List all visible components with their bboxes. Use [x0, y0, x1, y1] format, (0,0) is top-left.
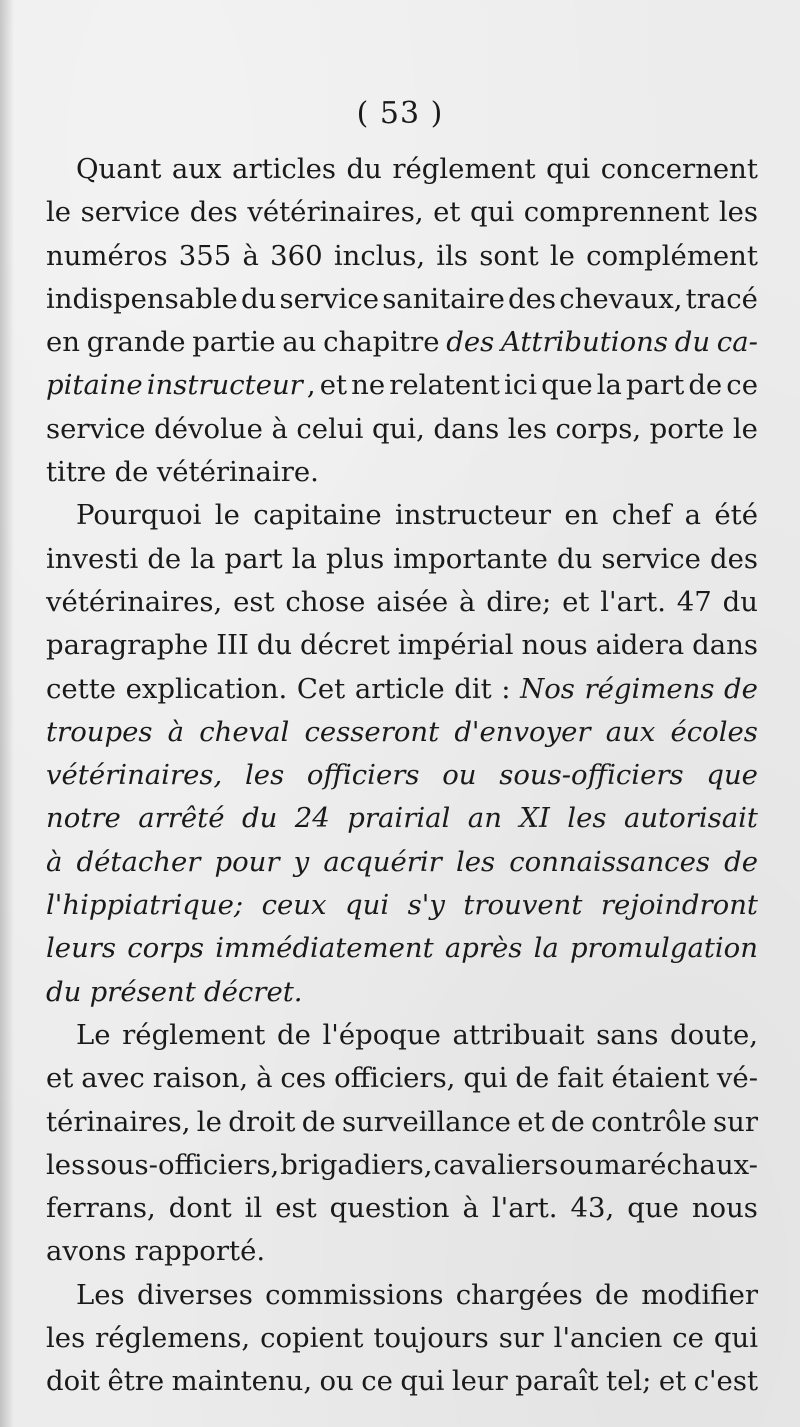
word: modifier: [641, 1278, 758, 1311]
word: du: [557, 542, 593, 575]
word: y: [293, 845, 310, 878]
word: il: [244, 1192, 263, 1225]
text-line: [46, 364, 758, 407]
word: à: [271, 412, 288, 445]
word: service: [279, 282, 380, 315]
word: la: [596, 369, 622, 402]
word: étaient: [611, 1062, 709, 1095]
word: fait: [557, 1062, 604, 1095]
word: ce: [361, 1365, 393, 1398]
word: ce: [726, 369, 758, 402]
text-line: [46, 278, 758, 321]
word: réglement: [392, 153, 536, 185]
text-line: [46, 235, 758, 278]
word: des: [189, 196, 238, 229]
word: les: [507, 412, 547, 445]
word: ces: [280, 1062, 327, 1095]
word: avons: [46, 1235, 127, 1268]
word: immédiatement: [215, 932, 434, 965]
word: les: [718, 196, 758, 229]
word: corps,: [555, 412, 642, 445]
word: des: [709, 542, 758, 575]
word: être: [107, 1365, 165, 1398]
word: térinaires,: [46, 1105, 191, 1138]
word: concernent: [600, 153, 758, 185]
word: aisée: [376, 585, 449, 618]
word: tracé: [685, 282, 758, 315]
word: paraît: [515, 1365, 599, 1398]
word: Quant: [76, 153, 162, 185]
word: pitaine: [46, 369, 143, 402]
word: officiers: [306, 759, 420, 792]
word: l'art.: [491, 1192, 558, 1225]
word: de: [301, 1105, 336, 1138]
word: 355: [178, 239, 232, 272]
text-line: [46, 841, 758, 884]
word: copient: [260, 1322, 364, 1355]
word: Cet: [296, 672, 346, 705]
word: attribuait: [452, 1018, 585, 1051]
word: les: [46, 1148, 86, 1181]
text-line: [46, 581, 758, 624]
word: vétérinaires,: [46, 759, 223, 792]
word: qui: [400, 1365, 445, 1398]
word: 43,: [570, 1192, 615, 1225]
word: de: [550, 1105, 585, 1138]
word: :: [501, 672, 511, 705]
word: trouvent: [463, 889, 583, 922]
word: la: [291, 542, 317, 575]
word: pour: [214, 845, 280, 878]
word: qui: [345, 889, 390, 922]
word: à: [458, 585, 476, 618]
word: de: [114, 456, 149, 489]
word: sont: [479, 239, 539, 272]
word: détacher: [76, 845, 201, 878]
word: qui,: [371, 412, 425, 445]
word: partie: [192, 326, 276, 359]
word: de: [147, 542, 182, 575]
text-line: [46, 797, 758, 840]
word: autorisait: [623, 802, 758, 835]
word: service: [46, 412, 146, 445]
body-text: [46, 148, 758, 1404]
text-line: [46, 538, 758, 581]
word: dans: [692, 629, 758, 662]
word: corps: [127, 932, 205, 965]
word: de: [724, 672, 758, 705]
word: surveillance: [341, 1105, 511, 1138]
word: les: [455, 845, 496, 878]
word: sur: [498, 1322, 544, 1355]
word: prairial: [347, 802, 451, 835]
word: décret: [300, 629, 390, 662]
word: été: [714, 499, 758, 532]
word: à: [242, 239, 259, 272]
text-line: [46, 1101, 758, 1144]
word: ca-: [716, 326, 758, 359]
word: le: [732, 412, 758, 445]
word: commissions: [265, 1278, 444, 1311]
word: cette: [46, 672, 117, 705]
word: nous: [691, 1192, 758, 1225]
word: ou: [442, 759, 477, 792]
word: avec: [81, 1062, 145, 1095]
word: qui: [713, 1322, 758, 1355]
word: leur: [451, 1365, 508, 1398]
word: 47: [676, 585, 712, 618]
word: celui: [296, 412, 364, 445]
word: qui: [546, 153, 591, 185]
word: des: [508, 282, 557, 315]
word: en: [564, 499, 599, 532]
word: nous: [521, 629, 588, 662]
word: ceux: [261, 889, 327, 922]
word: est: [275, 1192, 317, 1225]
word: importante: [393, 542, 548, 575]
word: dévolue: [154, 412, 263, 445]
word: titre: [46, 456, 107, 489]
word: ou: [559, 1148, 594, 1181]
word: vé-: [716, 1062, 758, 1095]
word: toujours: [373, 1322, 489, 1355]
word: service: [601, 542, 701, 575]
word: sous-officiers: [499, 759, 684, 792]
text-line: [46, 191, 758, 234]
word: sans: [596, 1018, 659, 1051]
word: du: [241, 802, 278, 835]
word: chargées: [455, 1278, 583, 1311]
word: que: [706, 759, 758, 792]
word: les: [46, 1322, 86, 1355]
word: arrêté: [138, 802, 225, 835]
word: les: [567, 802, 607, 835]
word: dans: [433, 412, 500, 445]
word: acquérir: [323, 845, 442, 878]
word: vétérinaires,: [247, 196, 424, 229]
word: cheval: [199, 715, 290, 748]
word: ce: [672, 1322, 704, 1355]
word: du: [722, 585, 758, 618]
word: doute,: [670, 1018, 758, 1051]
word: 360: [270, 239, 323, 272]
text-line: [46, 408, 758, 451]
word: en: [46, 326, 80, 359]
word: ici: [504, 369, 538, 402]
word: du: [240, 282, 277, 315]
word: l'hippiatrique;: [46, 889, 244, 922]
text-line: [46, 668, 758, 711]
word: s'y: [407, 889, 445, 922]
word: le: [214, 499, 240, 532]
word: notre: [46, 802, 121, 835]
word: à: [256, 1062, 273, 1095]
word: décret.: [204, 975, 303, 1008]
word: l'époque: [322, 1018, 441, 1051]
text-line: [46, 494, 758, 537]
word: service: [80, 196, 181, 229]
word: à: [167, 715, 185, 748]
word: droit: [228, 1105, 296, 1138]
word: ils: [436, 239, 468, 272]
word: sanitaire: [382, 282, 505, 315]
word: contrôle: [591, 1105, 707, 1138]
word: et: [562, 585, 590, 618]
word: doit: [46, 1365, 101, 1398]
word: et: [433, 196, 461, 229]
text-line: [46, 1187, 758, 1230]
word: sur: [713, 1105, 758, 1138]
word: dire;: [486, 585, 552, 618]
word: connaissances: [509, 845, 710, 878]
text-line: [46, 1057, 758, 1100]
word: régimens: [584, 672, 715, 705]
word: les: [245, 759, 285, 792]
text-line: [46, 148, 758, 191]
word: maréchaux-: [594, 1148, 758, 1181]
text-line: [46, 927, 758, 970]
word: la: [190, 542, 216, 575]
word: cesseront: [304, 715, 440, 748]
word: articles: [232, 153, 337, 185]
text-line: [46, 711, 758, 754]
word: chevaux,: [559, 282, 683, 315]
word: instructeur: [394, 499, 552, 532]
text-line: [46, 1317, 758, 1360]
page-gutter-shadow: [0, 0, 14, 1427]
word: vétérinaire.: [156, 456, 319, 489]
text-line: [46, 1144, 758, 1187]
word: diverses: [136, 1278, 253, 1311]
word: impérial: [397, 629, 514, 662]
word: à: [462, 1192, 479, 1225]
word: tel;: [606, 1365, 652, 1398]
word: et: [46, 1062, 74, 1095]
word: qui: [470, 196, 515, 229]
word: leurs: [46, 932, 117, 965]
word: maintenu,: [171, 1365, 313, 1398]
word: vétérinaires,: [46, 585, 223, 618]
word: Pourquoi: [76, 499, 202, 532]
word: au: [282, 326, 317, 359]
word: plus: [326, 542, 385, 575]
word: inclus,: [333, 239, 426, 272]
word: dont: [168, 1192, 232, 1225]
word: le: [46, 196, 72, 229]
word: indispensable: [46, 282, 238, 315]
word: troupes: [46, 715, 153, 748]
word: aux: [605, 715, 656, 748]
word: d'envoyer: [454, 715, 591, 748]
word: ou: [319, 1365, 354, 1398]
text-line: [46, 451, 758, 494]
word: porte: [649, 412, 725, 445]
word: du: [346, 153, 382, 185]
word: de: [276, 1018, 311, 1051]
word: Nos: [520, 672, 575, 705]
word: aidera: [595, 629, 685, 662]
word: complément: [586, 239, 758, 272]
word: l'ancien: [553, 1322, 663, 1355]
word: III: [216, 629, 249, 662]
word: paragraphe: [46, 629, 209, 662]
word: rapporté.: [134, 1235, 266, 1268]
word: de: [595, 1278, 629, 1311]
word: réglement: [122, 1018, 266, 1051]
text-line: [46, 1014, 758, 1057]
text-line: [46, 754, 758, 797]
word: chapitre: [323, 326, 440, 359]
word: ne: [351, 369, 386, 402]
word: cavaliers: [433, 1148, 559, 1181]
word: de: [515, 1062, 550, 1095]
word: part: [224, 542, 283, 575]
word: l'art.: [600, 585, 666, 618]
word: numéros: [46, 239, 168, 272]
word: sous-officiers,: [86, 1148, 280, 1181]
word: 24: [294, 802, 330, 835]
text-line: [46, 1274, 758, 1317]
word: et: [319, 369, 348, 402]
text-line: [46, 1230, 758, 1273]
word: réglemens,: [95, 1322, 251, 1355]
word: c'est: [693, 1365, 758, 1398]
word: et: [658, 1365, 687, 1398]
word: article: [354, 672, 445, 705]
word: du: [256, 629, 293, 662]
word: promulgation: [569, 932, 758, 965]
word: part: [626, 369, 685, 402]
word: chose: [285, 585, 366, 618]
text-line: [46, 624, 758, 667]
word: Les: [76, 1278, 125, 1311]
word: que: [627, 1192, 679, 1225]
word: Attributions: [501, 326, 668, 359]
word: écoles: [670, 715, 758, 748]
word: la: [533, 932, 559, 965]
word: raison,: [152, 1062, 249, 1095]
word: des: [446, 326, 495, 359]
text-line: [46, 971, 758, 1014]
word: ,: [306, 369, 316, 402]
word: brigadiers,: [280, 1148, 433, 1181]
page-number: ( 53 ): [356, 96, 444, 131]
word: a: [684, 499, 702, 532]
word: qui: [463, 1062, 508, 1095]
word: le: [196, 1105, 222, 1138]
word: présent: [89, 975, 196, 1008]
word: relatent: [389, 369, 500, 402]
word: an: [467, 802, 502, 835]
word: question: [329, 1192, 450, 1225]
word: investi: [46, 542, 139, 575]
word: comprennent: [523, 196, 710, 229]
word: est: [233, 585, 275, 618]
word: explication.: [125, 672, 288, 705]
word: après: [444, 932, 523, 965]
word: Le: [76, 1018, 111, 1051]
word: de: [724, 845, 758, 878]
word: le: [549, 239, 575, 272]
text-line: [46, 884, 758, 927]
text-line: [46, 321, 758, 364]
word: officiers,: [334, 1062, 456, 1095]
word: instructeur: [146, 369, 303, 402]
word: du: [46, 975, 82, 1008]
word: que: [541, 369, 593, 402]
word: du: [674, 326, 711, 359]
word: ferrans,: [46, 1192, 156, 1225]
word: XI: [519, 802, 550, 835]
word: chef: [611, 499, 672, 532]
word: et: [517, 1105, 545, 1138]
word: dit: [454, 672, 492, 705]
word: rejoindront: [600, 889, 758, 922]
text-line: [46, 1360, 758, 1403]
word: à: [46, 845, 63, 878]
word: de: [688, 369, 723, 402]
word: grande: [86, 326, 186, 359]
word: aux: [171, 153, 222, 185]
word: capitaine: [253, 499, 382, 532]
